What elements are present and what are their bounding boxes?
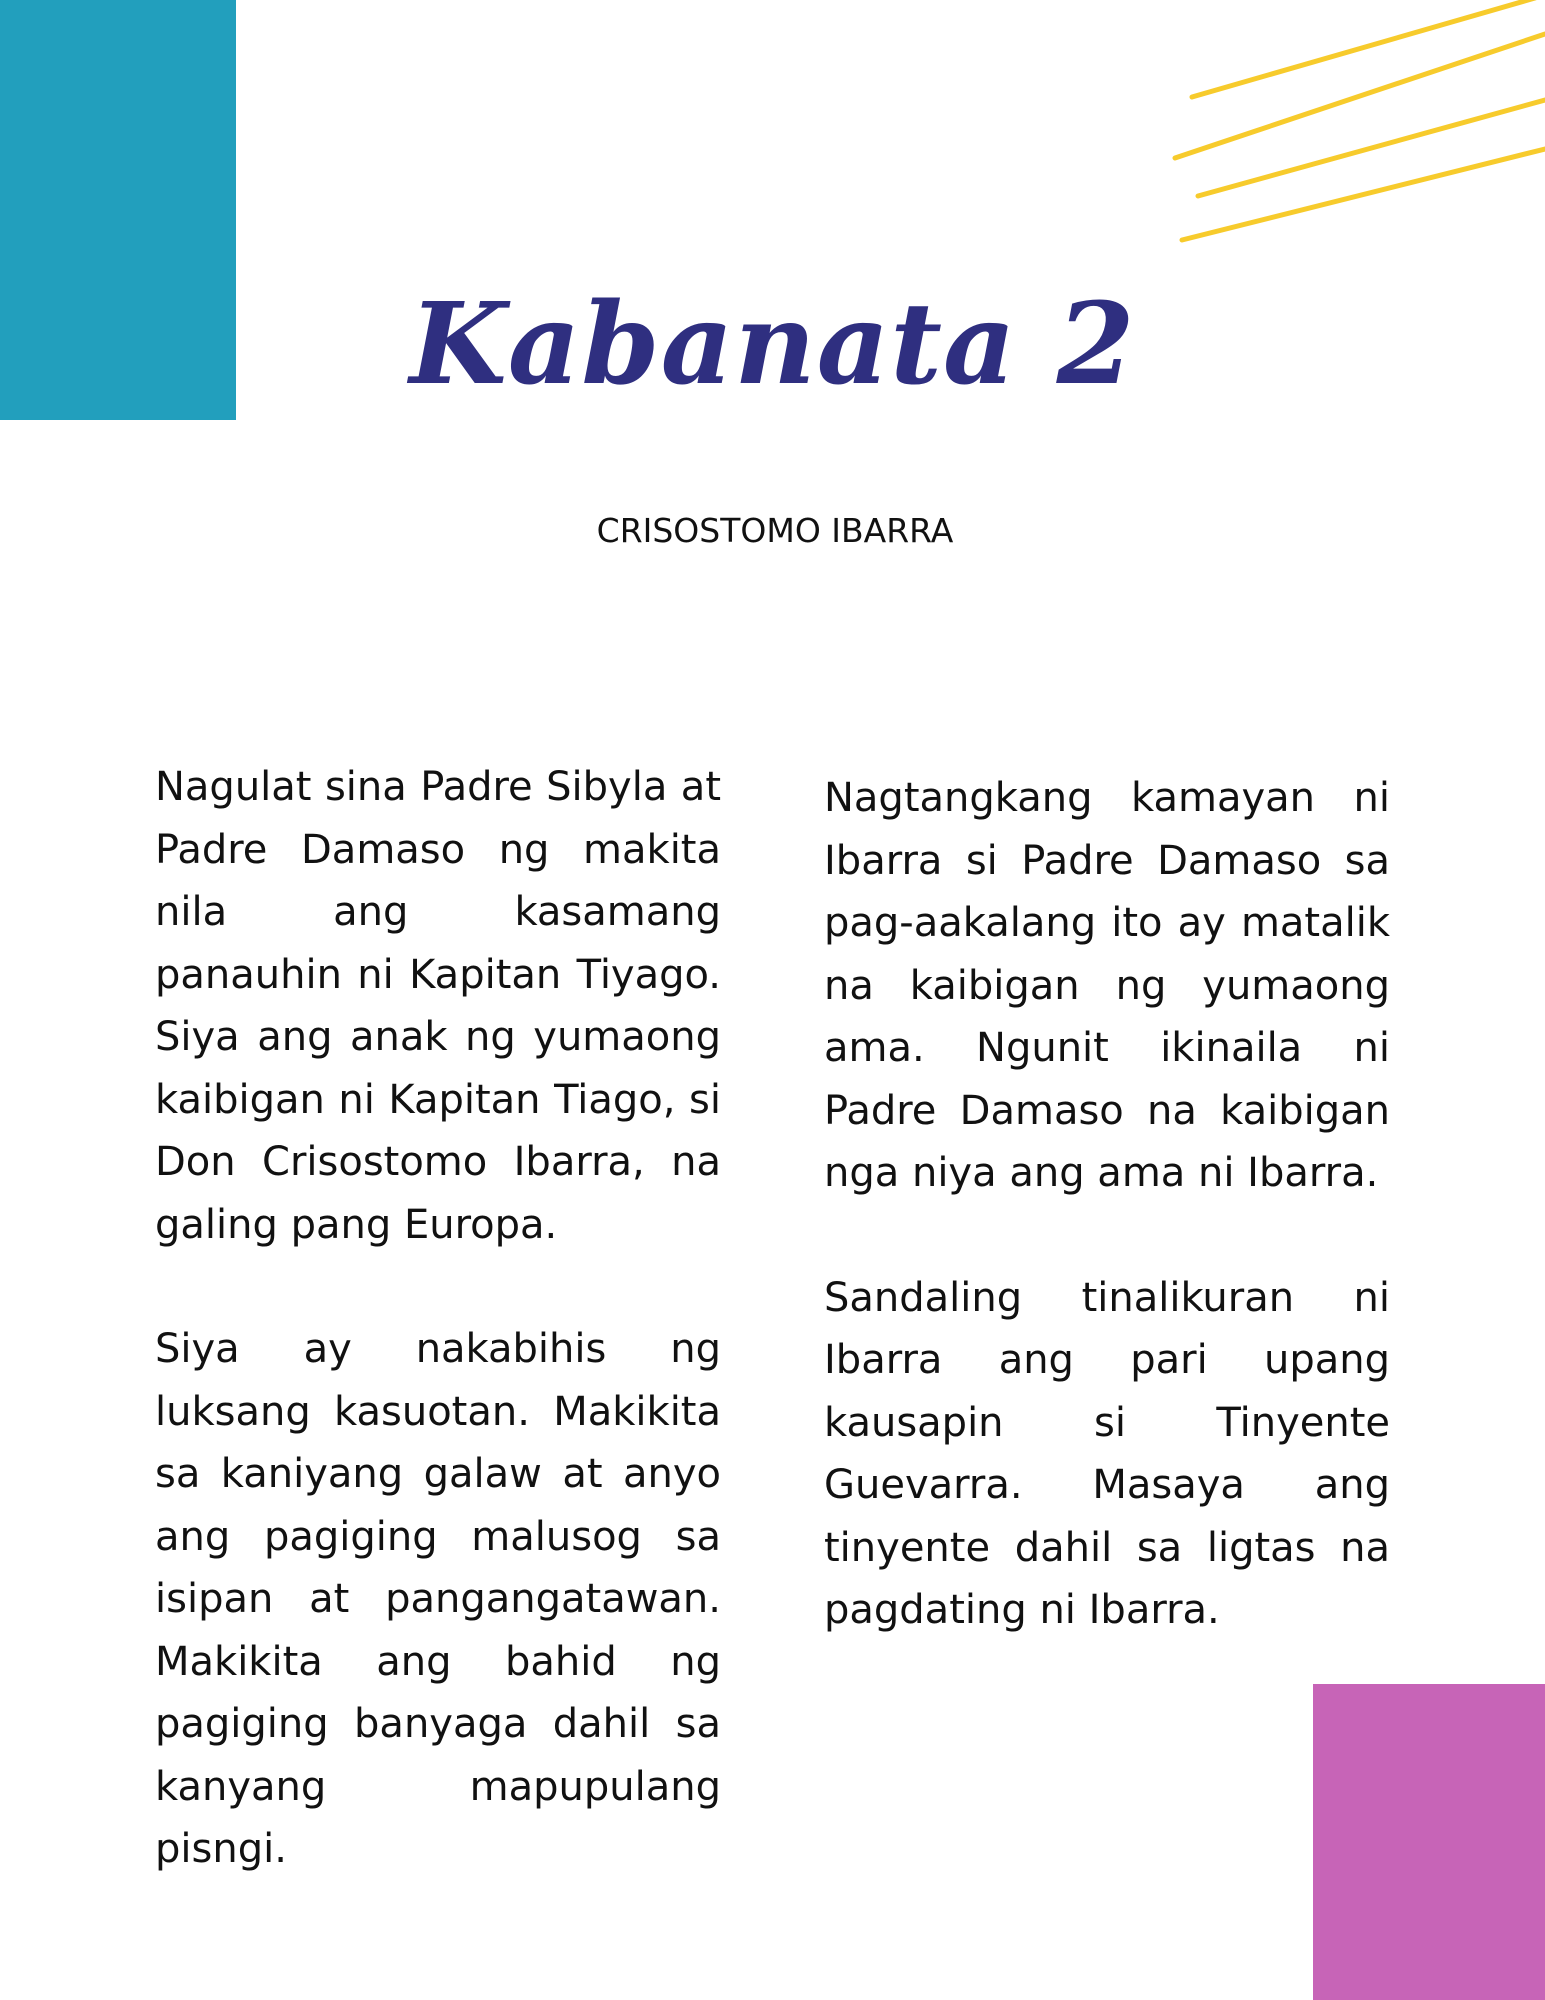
yellow-stripe bbox=[1192, 0, 1535, 97]
yellow-stripe bbox=[1175, 34, 1545, 158]
paragraph: Nagtangkang kamayan ni Ibarra si Padre Damaso sa pag-aakalang ito ay matalik na kaibigan ng yumaong ama. Ngunit ikinaila ni Padre Damaso na kaibigan nga niya ang ama ni Ibarra. bbox=[824, 775, 1390, 1196]
right-text-column bbox=[824, 767, 1390, 1642]
chapter-subtitle: CRISOSTOMO IBARRA bbox=[596, 511, 954, 550]
magenta-corner-block bbox=[1313, 1684, 1545, 2000]
paragraph: Nagulat sina Padre Sibyla at Padre Damaso ng makita nila ang kasamang panauhin ni Kapitan Tiyago. Siya ang anak ng yumaong kaibigan ni Kapitan Tiago, si Don Crisostomo Ibarra, na galing pang Europa. bbox=[155, 764, 721, 1248]
chapter-title: Kabanata 2 bbox=[409, 279, 1136, 410]
yellow-stripe bbox=[1182, 149, 1545, 240]
yellow-stripe bbox=[1198, 100, 1545, 196]
yellow-stripes-decoration bbox=[1160, 0, 1545, 250]
paragraph: Siya ay nakabihis ng luksang kasuotan. Makikita sa kaniyang galaw at anyo ang pagiging malusog sa isipan at pangangatawan. Makikita ang bahid ng pagiging banyaga dahil sa kanyang mapupulang pisngi. bbox=[155, 1326, 721, 1872]
paragraph: Sandaling tinalikuran ni Ibarra ang pari upang kausapin si Tinyente Guevarra. Masaya ang tinyente dahil sa ligtas na pagdating ni Ibarra. bbox=[824, 1274, 1390, 1633]
left-text-column bbox=[155, 756, 721, 1881]
